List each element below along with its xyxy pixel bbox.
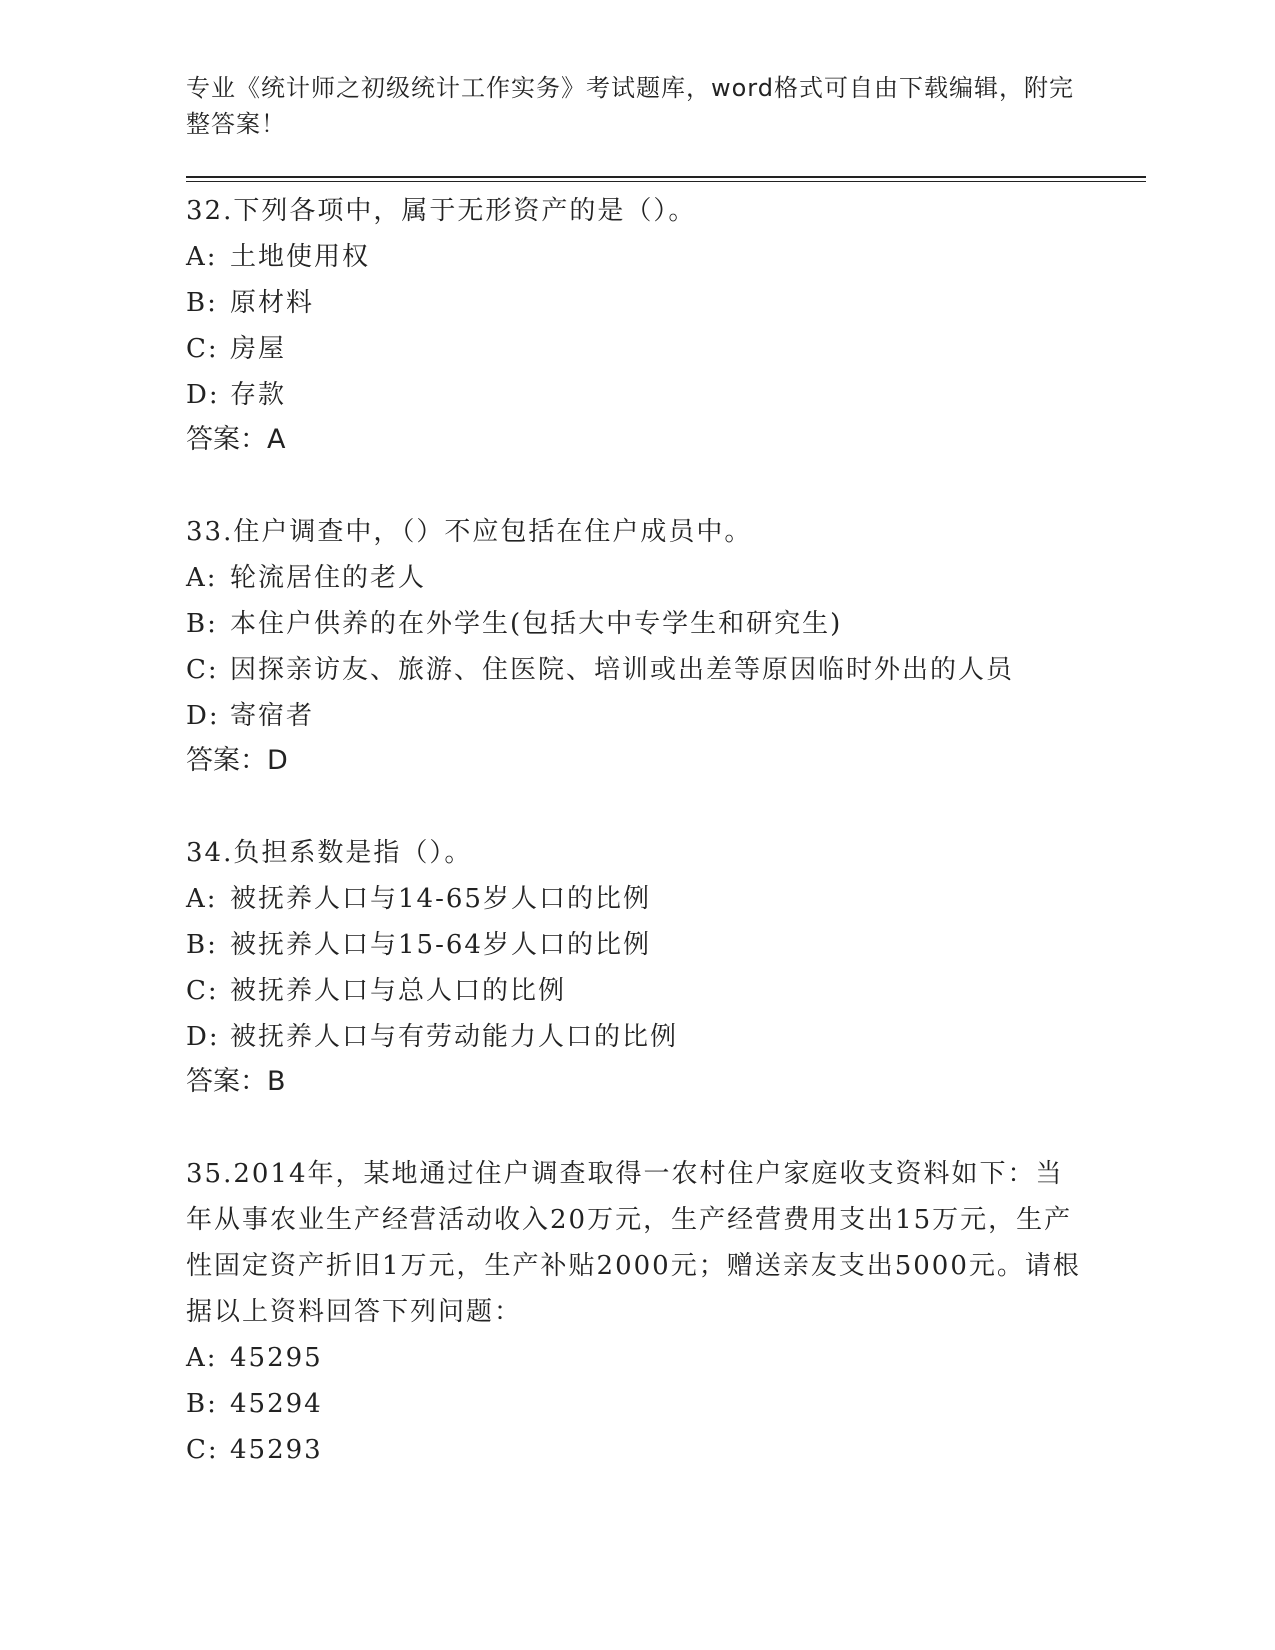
question-35 bbox=[186, 1151, 1086, 1473]
option-key: C: bbox=[186, 334, 219, 364]
answer-line: 答案：B bbox=[186, 1066, 286, 1097]
option-text: 被抚养人口与总人口的比例 bbox=[230, 976, 567, 1006]
option-b bbox=[186, 601, 1086, 647]
option-text: 被抚养人口与有劳动能力人口的比例 bbox=[230, 1022, 679, 1052]
option-key: C: bbox=[186, 655, 219, 685]
option-text: 45293 bbox=[230, 1435, 323, 1465]
option-key: D: bbox=[186, 701, 220, 731]
option-a bbox=[186, 1335, 1086, 1381]
option-c bbox=[186, 647, 1086, 693]
question-stem: 32.下列各项中，属于无形资产的是（）。 bbox=[186, 196, 697, 226]
option-key: A: bbox=[186, 563, 218, 593]
option-key: B: bbox=[186, 609, 218, 639]
option-text: 因探亲访友、旅游、住医院、培训或出差等原因临时外出的人员 bbox=[230, 655, 1015, 685]
option-a bbox=[186, 234, 1086, 280]
option-b bbox=[186, 280, 1086, 326]
option-key: B: bbox=[186, 930, 218, 960]
question-33 bbox=[186, 509, 1086, 783]
option-key: D: bbox=[186, 380, 220, 410]
answer-line: 答案：D bbox=[186, 745, 288, 776]
option-key: A: bbox=[186, 242, 218, 272]
option-b bbox=[186, 922, 1086, 968]
option-text: 被抚养人口与15-64岁人口的比例 bbox=[230, 930, 651, 960]
question-stem: 34.负担系数是指（）。 bbox=[186, 838, 473, 868]
option-c bbox=[186, 326, 1086, 372]
question-stem: 35.2014年，某地通过住户调查取得一农村住户家庭收支资料如下：当年从事农业生产经营活动收入20万元，生产经营费用支出15万元，生产性固定资产折旧1万元，生产补贴2000元；赠送亲友支出5000元。请根据以上资料回答下列问题： bbox=[186, 1159, 1081, 1327]
option-text: 存款 bbox=[230, 380, 287, 410]
option-key: C: bbox=[186, 1435, 219, 1465]
option-d bbox=[186, 693, 1086, 739]
option-key: A: bbox=[186, 1343, 218, 1373]
option-text: 寄宿者 bbox=[230, 701, 315, 731]
option-a bbox=[186, 876, 1086, 922]
option-a bbox=[186, 555, 1086, 601]
option-c bbox=[186, 1427, 1086, 1473]
option-key: C: bbox=[186, 976, 219, 1006]
question-stem: 33.住户调查中，（）不应包括在住户成员中。 bbox=[186, 517, 753, 547]
question-34 bbox=[186, 830, 1086, 1104]
option-text: 原材料 bbox=[230, 288, 315, 318]
option-text: 土地使用权 bbox=[230, 242, 371, 272]
header-divider bbox=[186, 176, 1146, 182]
option-key: A: bbox=[186, 884, 218, 914]
option-c bbox=[186, 968, 1086, 1014]
option-key: D: bbox=[186, 1022, 220, 1052]
option-text: 45294 bbox=[230, 1389, 323, 1419]
option-key: B: bbox=[186, 288, 218, 318]
option-b bbox=[186, 1381, 1086, 1427]
option-d bbox=[186, 1014, 1086, 1060]
question-32 bbox=[186, 188, 1086, 462]
option-text: 本住户供养的在外学生(包括大中专学生和研究生) bbox=[230, 609, 843, 639]
document-header: 专业《统计师之初级统计工作实务》考试题库，word格式可自由下载编辑，附完整答案！ bbox=[186, 74, 1074, 138]
question-list bbox=[186, 188, 1086, 1520]
option-text: 被抚养人口与14-65岁人口的比例 bbox=[230, 884, 651, 914]
option-text: 轮流居住的老人 bbox=[230, 563, 427, 593]
option-text: 45295 bbox=[230, 1343, 323, 1373]
answer-line: 答案：A bbox=[186, 424, 286, 455]
option-text: 房屋 bbox=[230, 334, 287, 364]
option-d bbox=[186, 372, 1086, 418]
option-key: B: bbox=[186, 1389, 218, 1419]
